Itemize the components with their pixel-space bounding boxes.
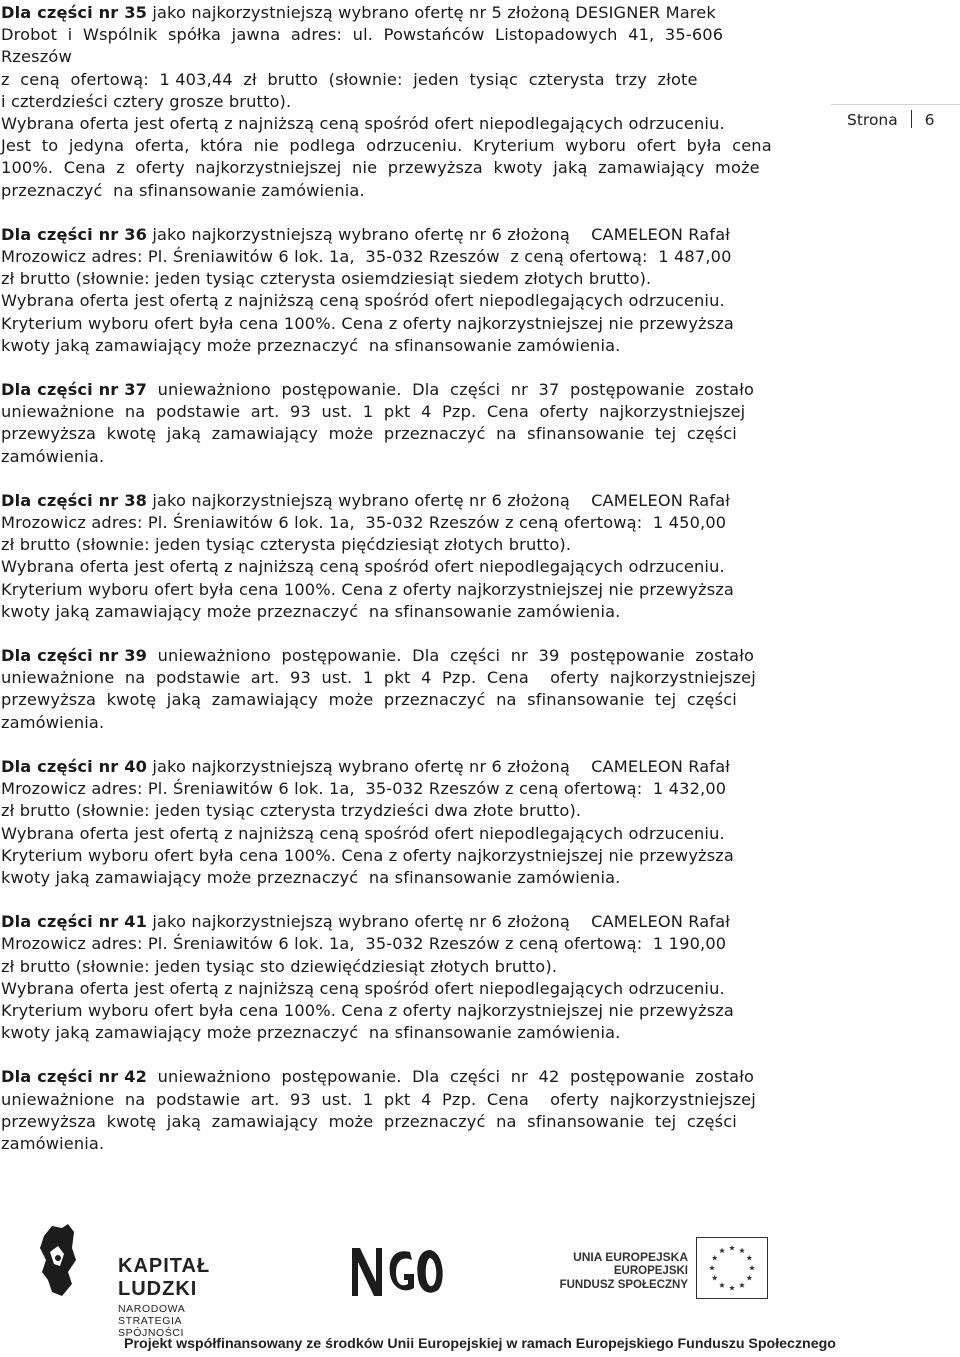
paragraph — [1, 490, 831, 623]
text-line — [1, 157, 831, 179]
text-segment: unieważnione na podstawie art. 93 ust. 1 pkt 4 Pzp. Cena oferty najkorzystniejszej — [1, 402, 746, 422]
text-segment: Mrozowicz adres: Pl. Śreniawitów 6 lok. 1a, 35-032 Rzeszów z ceną ofertową: 1 432,00 — [1, 779, 727, 799]
text-line — [1, 689, 831, 711]
eu-flag-icon — [696, 1237, 768, 1303]
text-line — [1, 313, 831, 335]
text-segment: Wybrana oferta jest ofertą z najniższą ceną spośród ofert niepodlegających odrzuceniu. — [1, 114, 725, 134]
document-body — [1, 0, 831, 1177]
text-line — [1, 290, 831, 312]
part-heading: Dla części nr 38 — [1, 490, 148, 510]
text-line — [1, 180, 831, 202]
text-line — [1, 1022, 831, 1044]
text-segment: Mrozowicz adres: Pl. Śreniawitów 6 lok. 1a, 35-032 Rzeszów z ceną ofertową: 1 190,00 — [1, 934, 727, 954]
part-heading: Dla części nr 35 — [1, 3, 148, 22]
text-line — [1, 933, 831, 955]
text-line — [1, 667, 831, 689]
text-line — [1, 601, 831, 623]
text-segment: unieważnione na podstawie art. 93 ust. 1 pkt 4 Pzp. Cena oferty najkorzystniejszej — [1, 1089, 756, 1109]
text-line — [1, 534, 831, 556]
text-line — [1, 91, 831, 113]
footer-text: Projekt współfinansowany ze środków Unii Europejskiej w ramach Europejskiego Funduszu Społecznego — [124, 1336, 836, 1352]
text-line — [1, 956, 831, 978]
text-segment: zamówienia. — [1, 1133, 105, 1153]
part-heading: Dla części nr 42 — [1, 1067, 148, 1087]
kapital-ludzki-subtitle: NARODOWA STRATEGIA SPÓJNOŚCI — [118, 1303, 185, 1339]
part-heading: Dla części nr 36 — [1, 224, 148, 244]
text-segment: Wybrana oferta jest ofertą z najniższą ceną spośród ofert niepodlegających odrzuceniu. — [1, 291, 725, 311]
page-label: Strona — [847, 111, 898, 129]
text-line — [1, 446, 831, 468]
text-line — [1, 823, 831, 845]
part-heading: Dla części nr 37 — [1, 380, 148, 400]
text-segment: zł brutto (słownie: jeden tysiąc czterysta pięćdziesiąt złotych brutto). — [1, 535, 572, 555]
ngo-logo-mark — [348, 1238, 448, 1302]
paragraph — [1, 756, 831, 889]
text-line — [1, 69, 831, 91]
text-line — [1, 246, 831, 268]
text-line — [1, 778, 831, 800]
text-line — [1, 1111, 831, 1133]
kapital-ludzki-title: KAPITAŁ LUDZKI — [118, 1255, 211, 1300]
text-segment: jako najkorzystniejszą wybrano ofertę nr 5 złożoną DESIGNER Marek — [147, 3, 716, 22]
text-line — [1, 845, 831, 867]
text-segment: przewyższa kwotę jaką zamawiający może przeznaczyć na sfinansowanie tej części — [1, 424, 737, 444]
text-line — [1, 490, 831, 512]
text-segment: Kryterium wyboru ofert była cena 100%. Cena z oferty najkorzystniejszej nie przewyższa — [1, 313, 734, 333]
text-segment: unieważniono postępowanie. Dla części nr 39 postępowanie zostało — [147, 646, 755, 666]
text-segment: Kryterium wyboru ofert była cena 100%. Cena z oferty najkorzystniejszej nie przewyższa — [1, 579, 734, 599]
text-segment: przeznaczyć na sfinansowanie zamówienia. — [1, 180, 365, 200]
text-line — [1, 579, 831, 601]
text-segment: przewyższa kwotę jaką zamawiający może przeznaczyć na sfinansowanie tej części — [1, 690, 737, 710]
text-segment: Kryterium wyboru ofert była cena 100%. Cena z oferty najkorzystniejszej nie przewyższa — [1, 845, 734, 865]
text-segment: Mrozowicz adres: Pl. Śreniawitów 6 lok. 1a, 35-032 Rzeszów z ceną ofertową: 1 487,00 — [1, 247, 732, 267]
text-segment: Jest to jedyna oferta, która nie podlega odrzuceniu. Kryterium wyboru ofert była cena — [1, 136, 772, 156]
text-line — [1, 800, 831, 822]
text-line — [1, 135, 831, 157]
text-segment: przewyższa kwotę jaką zamawiający może przeznaczyć na sfinansowanie tej części — [1, 1111, 737, 1131]
text-segment: 100%. Cena z oferty najkorzystniejszej nie przewyższa kwoty jaką zamawiający może — [1, 158, 760, 178]
text-line — [1, 1000, 831, 1022]
text-segment: kwoty jaką zamawiający może przeznaczyć na sfinansowanie zamówienia. — [1, 335, 621, 355]
text-segment: kwoty jaką zamawiający może przeznaczyć na sfinansowanie zamówienia. — [1, 601, 621, 621]
paragraph — [1, 911, 831, 1044]
text-segment: Mrozowicz adres: Pl. Śreniawitów 6 lok. 1a, 35-032 Rzeszów z ceną ofertową: 1 450,00 — [1, 513, 727, 533]
text-segment: jako najkorzystniejszą wybrano ofertę nr 6 złożoną CAMELEON Rafał — [147, 224, 731, 244]
text-segment: jako najkorzystniejszą wybrano ofertę nr 6 złożoną CAMELEON Rafał — [147, 490, 731, 510]
text-segment: unieważniono postępowanie. Dla części nr 37 postępowanie zostało — [147, 380, 755, 400]
paragraph — [1, 2, 831, 202]
text-line — [1, 911, 831, 933]
part-heading: Dla części nr 40 — [1, 756, 148, 776]
text-line — [1, 379, 831, 401]
footer-logos — [0, 1220, 960, 1339]
paragraph — [1, 379, 831, 468]
text-segment: zł brutto (słownie: jeden tysiąc sto dziewięćdziesiąt złotych brutto). — [1, 956, 558, 976]
text-line — [1, 756, 831, 778]
text-segment: Rzeszów — [1, 47, 72, 67]
page-number-marker — [831, 104, 960, 133]
text-segment: Wybrana oferta jest ofertą z najniższą ceną spośród ofert niepodlegających odrzuceniu. — [1, 978, 725, 998]
text-segment: kwoty jaką zamawiający może przeznaczyć na sfinansowanie zamówienia. — [1, 1023, 621, 1043]
text-line — [1, 24, 831, 46]
text-line — [1, 512, 831, 534]
text-segment: i czterdzieści cztery grosze brutto). — [1, 91, 292, 111]
text-segment: jako najkorzystniejszą wybrano ofertę nr 6 złożoną CAMELEON Rafał — [147, 756, 731, 776]
part-heading: Dla części nr 39 — [1, 646, 148, 666]
ue-line3: FUNDUSZ SPOŁECZNY — [559, 1279, 688, 1291]
text-line — [1, 268, 831, 290]
poland-map-icon — [38, 1222, 78, 1302]
text-line — [1, 1133, 831, 1155]
text-line — [1, 401, 831, 423]
paragraph — [1, 645, 831, 734]
text-segment: zł brutto (słownie: jeden tysiąc czterysta trzydzieści dwa złote brutto). — [1, 801, 582, 821]
paragraph — [1, 1066, 831, 1155]
text-segment: Wybrana oferta jest ofertą z najniższą ceną spośród ofert niepodlegających odrzuceniu. — [1, 823, 725, 843]
text-segment: kwoty jaką zamawiający może przeznaczyć na sfinansowanie zamówienia. — [1, 867, 621, 887]
text-line — [1, 1089, 831, 1111]
text-line — [1, 556, 831, 578]
text-line — [1, 335, 831, 357]
page-divider — [911, 110, 912, 128]
ngo-logo — [348, 1238, 448, 1306]
page-number: 6 — [924, 111, 935, 129]
text-segment: zamówienia. — [1, 446, 105, 466]
text-segment: zamówienia. — [1, 712, 105, 732]
text-segment: zł brutto (słownie: jeden tysiąc czterysta osiemdziesiąt siedem złotych brutto). — [1, 269, 652, 289]
text-line — [1, 46, 831, 68]
text-segment: unieważniono postępowanie. Dla części nr 42 postępowanie zostało — [147, 1067, 755, 1087]
kapital-ludzki-logo — [38, 1222, 211, 1339]
text-line — [1, 423, 831, 445]
ue-line1: UNIA EUROPEJSKA — [573, 1250, 688, 1264]
text-line — [1, 224, 831, 246]
text-segment: z ceną ofertową: 1 403,44 zł brutto (słownie: jeden tysiąc czterysta trzy złote — [1, 69, 698, 89]
text-line — [1, 1066, 831, 1088]
text-segment: jako najkorzystniejszą wybrano ofertę nr 6 złożoną CAMELEON Rafał — [147, 912, 731, 932]
ue-text-block — [548, 1250, 688, 1292]
paragraph — [1, 224, 831, 357]
text-line — [1, 645, 831, 667]
text-line — [1, 978, 831, 1000]
text-line — [1, 712, 831, 734]
text-segment: Kryterium wyboru ofert była cena 100%. Cena z oferty najkorzystniejszej nie przewyższa — [1, 1000, 734, 1020]
text-segment: Drobot i Wspólnik spółka jawna adres: ul. Powstańców Listopadowych 41, 35-606 — [1, 25, 724, 45]
text-segment: unieważnione na podstawie art. 93 ust. 1 pkt 4 Pzp. Cena oferty najkorzystniejszej — [1, 668, 756, 688]
text-line — [1, 113, 831, 135]
text-segment: Wybrana oferta jest ofertą z najniższą ceną spośród ofert niepodlegających odrzuceniu. — [1, 557, 725, 577]
text-line — [1, 2, 831, 24]
ue-line2: EUROPEJSKI — [613, 1265, 688, 1277]
text-line — [1, 867, 831, 889]
part-heading: Dla części nr 41 — [1, 912, 148, 932]
